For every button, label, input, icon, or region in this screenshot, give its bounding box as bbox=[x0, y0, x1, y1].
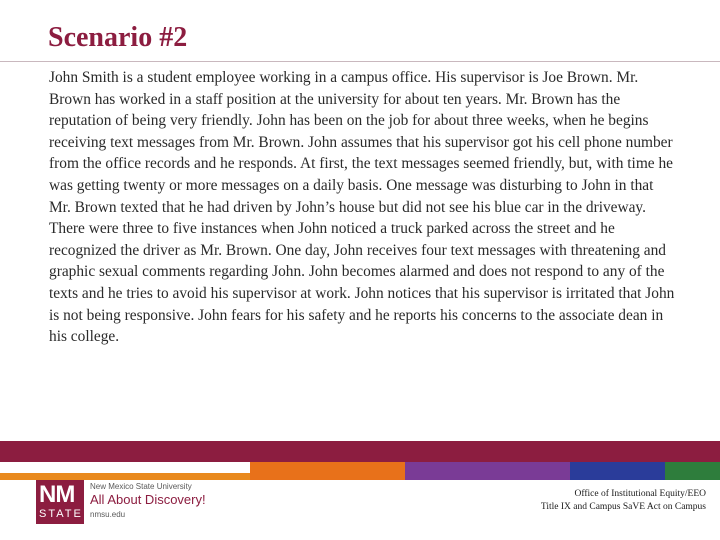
footer-stripe-gold bbox=[0, 473, 250, 480]
logo-url: nmsu.edu bbox=[90, 510, 126, 519]
logo-mark-nm: NM bbox=[39, 481, 75, 508]
footer-stripe-green bbox=[665, 462, 720, 480]
logo-tagline: All About Discovery! bbox=[90, 492, 206, 507]
title-divider bbox=[0, 61, 720, 62]
slide-title: Scenario #2 bbox=[48, 22, 188, 53]
footer-band bbox=[0, 441, 720, 462]
footer-office-info bbox=[541, 488, 706, 514]
footer-stripe-blue bbox=[570, 462, 665, 480]
footer-office-subtitle: Title IX and Campus SaVE Act on Campus bbox=[540, 502, 706, 512]
nm-state-logo-mark bbox=[36, 480, 84, 524]
footer-office-name: Office of Institutional Equity/EEO bbox=[574, 489, 706, 499]
footer-stripe-orange bbox=[250, 462, 405, 480]
scenario-body-text: John Smith is a student employee working in a campus office. His supervisor is Joe Brown. Mr. Brown has worked in a staff position at the university for about ten years. Mr. Brown has the reputation of being very friendly. John has been on the job for about three weeks, when he begins receiving text messages from Mr. Brown. John assumes that his supervisor got his cell phone number from the office records and he responds. At first, the text messages seemed friendly, but, with time he was getting twenty or more messages on a daily basis. One message was disturbing to John in that Mr. Brown texted that he had driven by John’s house but did not see his blue car in the driveway. There were three to five instances when John noticed a truck parked across the street and he recognized the driver as Mr. Brown. One day, John receives four text messages with threatening and graphic sexual comments regarding John. John becomes alarmed and does not respond to any of the texts and he tries to avoid his supervisor at work. John notices that his supervisor is irritated that John is not being responsive. John fears for his safety and he reports his concerns to the associate dean in his college. bbox=[49, 69, 675, 346]
nmsu-logo bbox=[36, 480, 236, 530]
footer-stripe-purple bbox=[405, 462, 570, 480]
logo-mark-state: STATE bbox=[39, 508, 83, 520]
logo-university-name: New Mexico State University bbox=[90, 482, 192, 491]
